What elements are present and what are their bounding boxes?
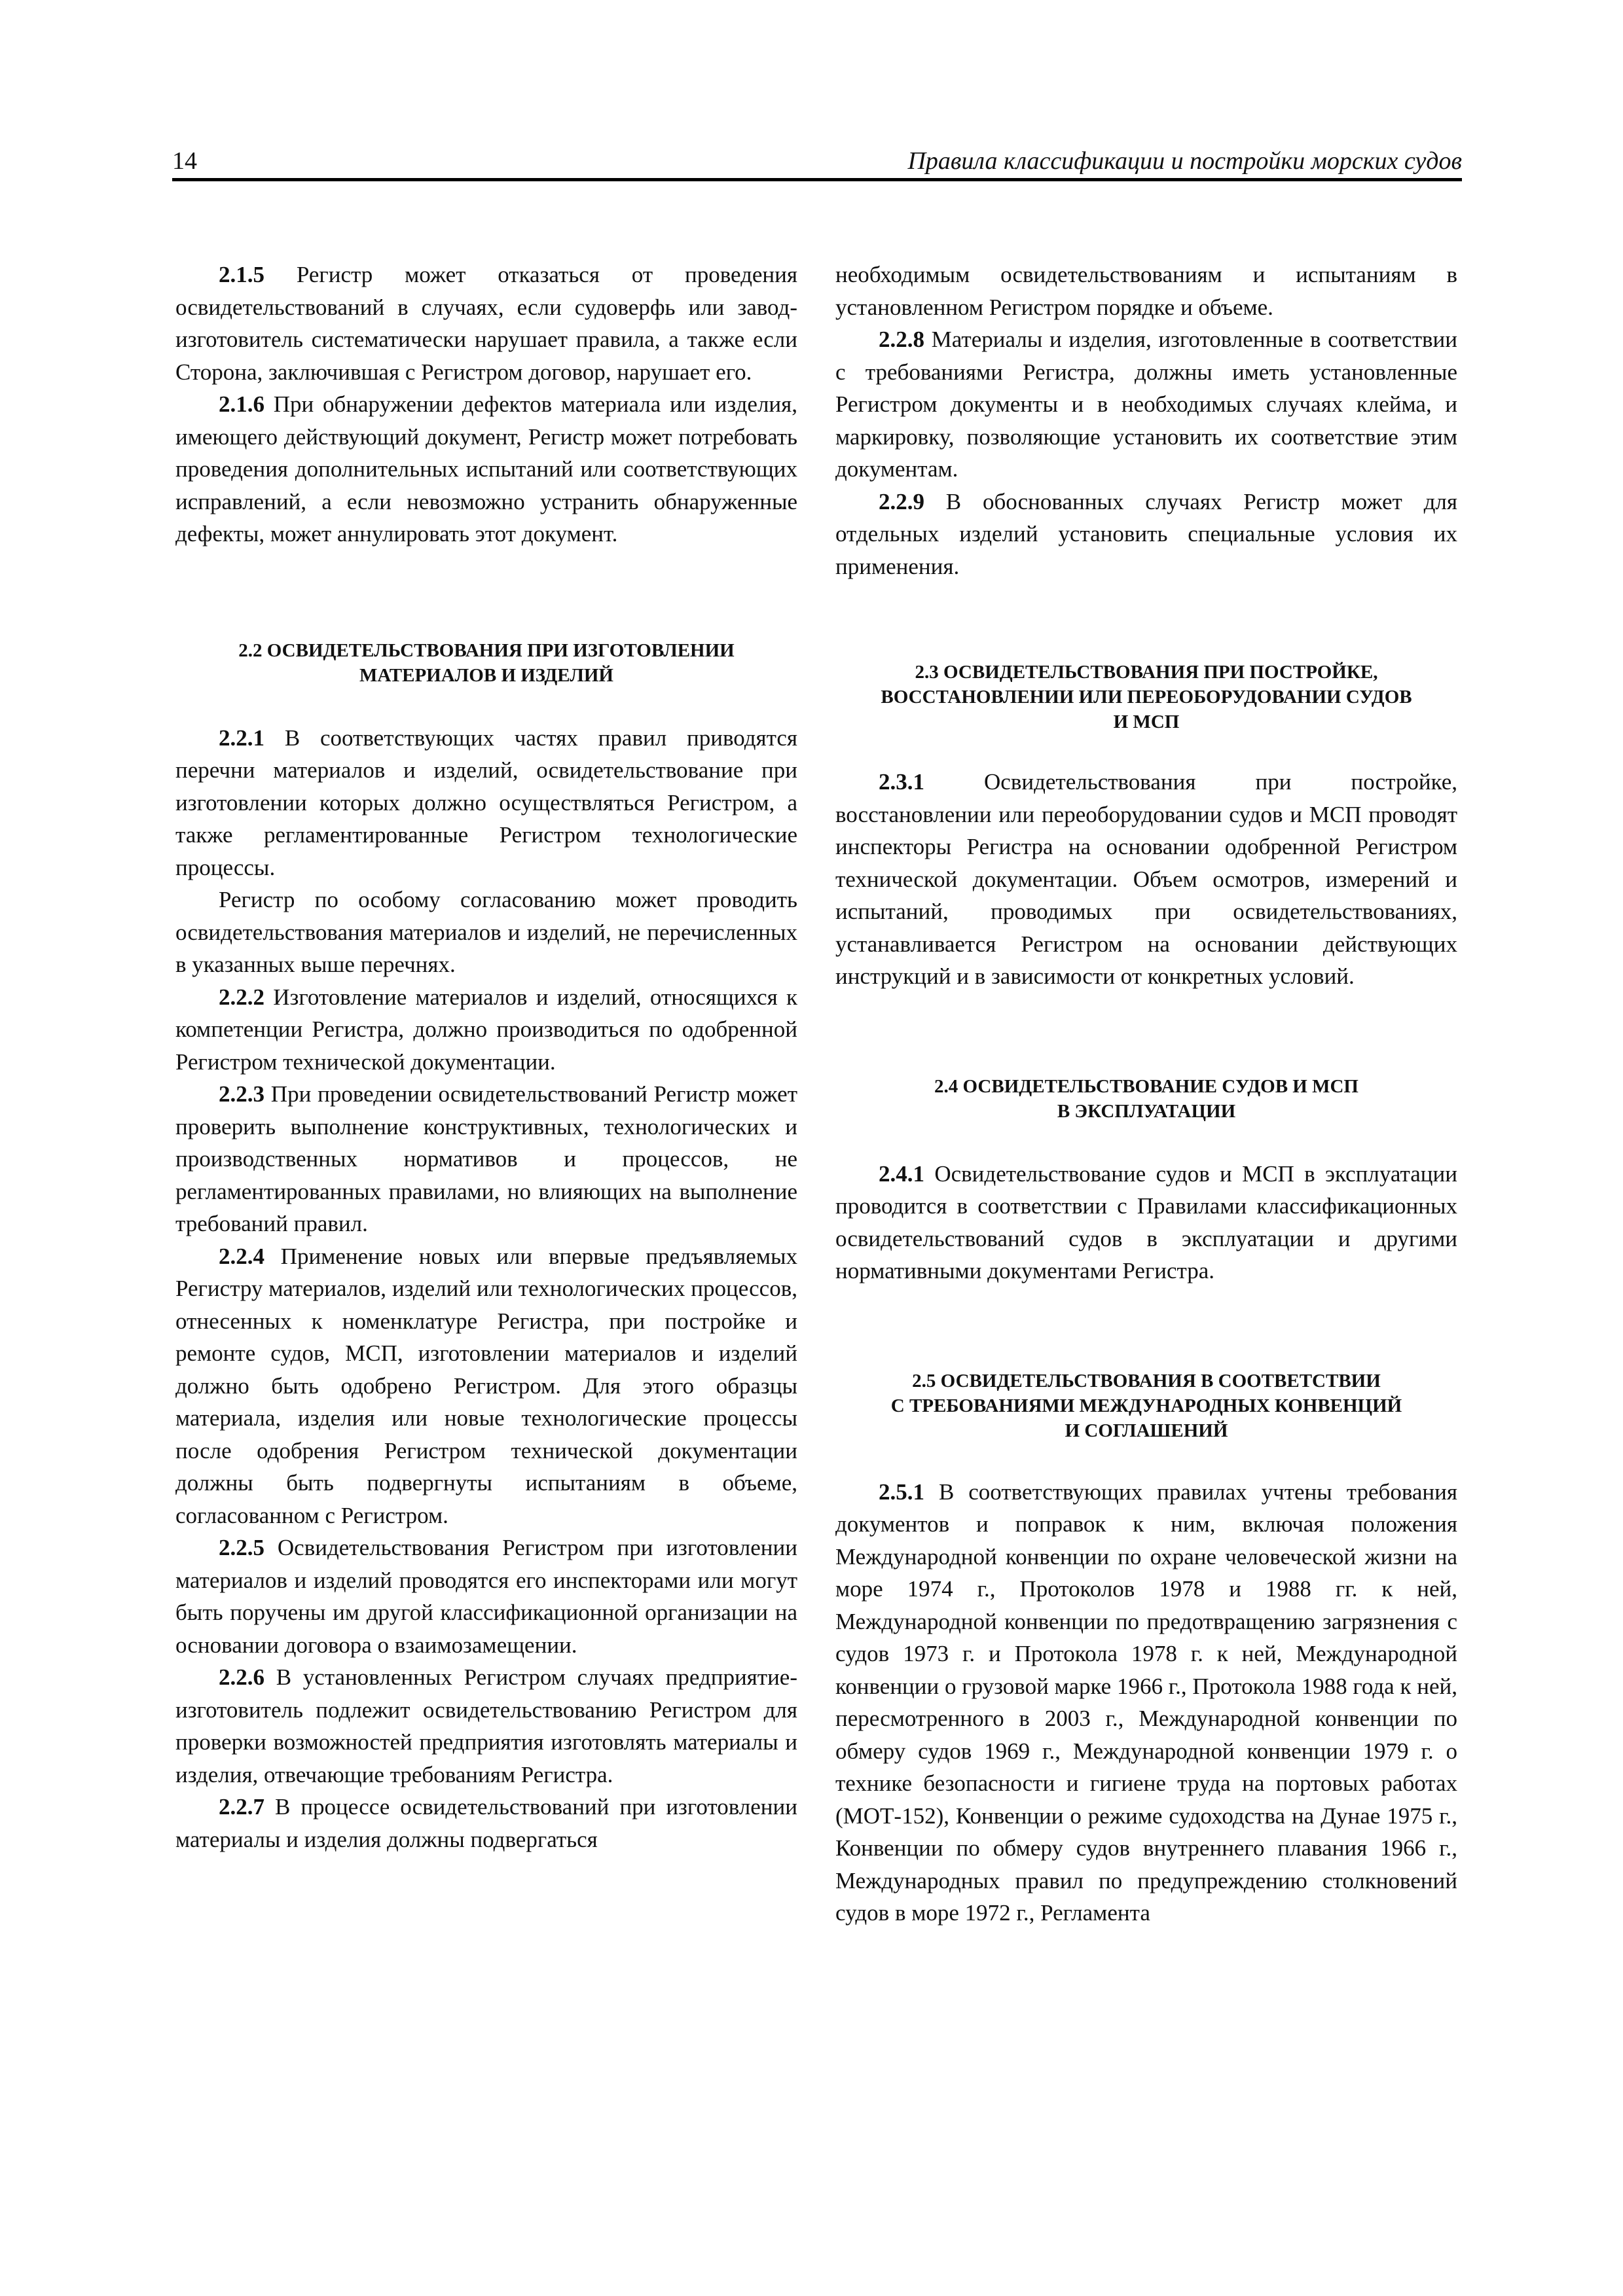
paragraph-2-2-9 xyxy=(835,486,1457,583)
clause-number: 2.5.1 xyxy=(879,1479,924,1505)
clause-text: Изготовление материалов и изделий, относящихся к компетенции Регистра, должно производиться по одобренной Регистром технической документации. xyxy=(175,984,797,1075)
paragraph-2-5-1 xyxy=(835,1476,1457,1929)
heading-line: В ЭКСПЛУАТАЦИИ xyxy=(1057,1100,1236,1122)
heading-line: 2.2 ОСВИДЕТЕЛЬСТВОВАНИЯ ПРИ ИЗГОТОВЛЕНИИ xyxy=(238,639,735,661)
clause-number: 2.4.1 xyxy=(879,1160,924,1187)
heading-line: И МСП xyxy=(1113,711,1180,732)
clause-text: При обнаружении дефектов материала или изделия, имеющего действующий документ, Регистр может потребовать проведения дополнительных испытаний или соответствующих исправлений, а если невозможно устранить обнаруженные дефекты, может аннулировать этот документ. xyxy=(175,391,797,547)
clause-number: 2.2.6 xyxy=(219,1664,264,1690)
paragraph-2-2-7-continued: необходимым освидетельствованиям и испытаниям в установленном Регистром порядке и объеме. xyxy=(835,262,1457,320)
clause-text: Освидетельствования при постройке, восстановлении или переоборудовании судов и МСП проводят инспекторы Регистра на основании одобренной Регистром технической документации. Объем осмотров, измерений и испытаний, проводимых при освидетельствованиях, устанавливается Регистром на основании действующих инструкций и в зависимости от конкретных условий. xyxy=(835,769,1457,989)
section-heading-2-3 xyxy=(835,660,1457,734)
right-column xyxy=(835,259,1457,1929)
paragraph-2-2-7 xyxy=(175,1791,797,1856)
clause-number: 2.1.6 xyxy=(219,391,264,417)
paragraph-2-1-6 xyxy=(175,388,797,550)
section-heading-2-2 xyxy=(175,638,797,688)
paragraph-2-4-1 xyxy=(835,1158,1457,1287)
paragraph-2-2-3 xyxy=(175,1078,797,1240)
section-heading-2-5 xyxy=(835,1369,1457,1443)
clause-number: 2.2.5 xyxy=(219,1535,264,1560)
left-column xyxy=(175,259,797,1856)
paragraph-2-2-8 xyxy=(835,323,1457,486)
paragraph-2-2-2 xyxy=(175,981,797,1079)
paragraph-2-3-1 xyxy=(835,766,1457,993)
clause-number: 2.2.4 xyxy=(219,1243,264,1269)
clause-text: Материалы и изделия, изготовленные в соответствии с требованиями Регистра, должны иметь установленные Регистром документы и в необходимых случаях клейма, и маркировку, позволяющие установить их соответствие этим документам. xyxy=(835,327,1457,482)
section-heading-2-4 xyxy=(835,1074,1457,1124)
running-title: Правила классификации и постройки морских судов xyxy=(907,147,1462,175)
clause-text: При проведении освидетельствований Регистр может проверить выполнение конструктивных, технологических и производственных нормативов и процессов, не регламентированных правилами, но влияющих на выполнение требований правил. xyxy=(175,1081,797,1236)
heading-line: 2.5 ОСВИДЕТЕЛЬСТВОВАНИЯ В СООТВЕТСТВИИ xyxy=(912,1370,1381,1391)
paragraph-2-2-1 xyxy=(175,722,797,884)
clause-number: 2.2.3 xyxy=(219,1081,264,1107)
clause-number: 2.2.2 xyxy=(219,984,264,1010)
heading-line: И СОГЛАШЕНИЙ xyxy=(1065,1420,1228,1441)
heading-line: С ТРЕБОВАНИЯМИ МЕЖДУНАРОДНЫХ КОНВЕНЦИЙ xyxy=(890,1395,1402,1416)
heading-line: 2.3 ОСВИДЕТЕЛЬСТВОВАНИЯ ПРИ ПОСТРОЙКЕ, xyxy=(915,662,1378,683)
clause-text: В процессе освидетельствований при изготовлении материалы и изделия должны подвергаться xyxy=(175,1794,797,1852)
clause-number: 2.2.1 xyxy=(219,725,264,751)
heading-line: ВОССТАНОВЛЕНИИ ИЛИ ПЕРЕОБОРУДОВАНИИ СУДОВ xyxy=(881,687,1412,708)
heading-line: МАТЕРИАЛОВ И ИЗДЕЛИЙ xyxy=(359,664,613,686)
clause-text: В соответствующих частях правил приводятся перечни материалов и изделий, освидетельствование при изготовлении которых должно осуществляться Регистром, а также регламентированные Регистром технологические процессы. xyxy=(175,725,797,880)
paragraph-2-2-1-continued: Регистр по особому согласованию может проводить освидетельствования материалов и изделий, не перечисленных в указанных выше перечнях. xyxy=(175,887,797,977)
paragraph-2-1-5 xyxy=(175,259,797,388)
clause-number: 2.2.7 xyxy=(219,1794,264,1820)
clause-text: Регистр может отказаться от проведения освидетельствований в случаях, если судоверфь или завод-изготовитель систематически нарушает правила, а также если Сторона, заключившая с Регистром договор, нарушает его. xyxy=(175,262,797,385)
clause-text: В обоснованных случаях Регистр может для отдельных изделий установить специальные условия их применения. xyxy=(835,488,1457,579)
paragraph-2-2-5 xyxy=(175,1532,797,1661)
paragraph-2-2-4 xyxy=(175,1240,797,1532)
paragraph-2-2-6 xyxy=(175,1661,797,1791)
clause-number: 2.2.9 xyxy=(879,488,924,514)
clause-text: В соответствующих правилах учтены требования документов и поправок к ним, включая положения Международной конвенции по охране человеческой жизни на море 1974 г., Протоколов 1978 и 1988 гг. к ней, Международной конвенции по предотвращению загрязнения с судов 1973 г. и Протокола 1978 г. к ней, Международной конвенции о грузовой марке 1966 г., Протокола 1988 года к ней, пересмотренного в 2003 г., Международной конвенции по обмеру судов 1969 г., Международной конвенции 1979 г. о технике безопасности и гигиене труда на портовых работах (МОТ-152), Конвенции о режиме судоходства на Дунае 1975 г., Конвенции по обмеру судов внутреннего плавания 1966 г., Международных правил по предупреждению столкновений судов в море 1972 г., Регламента xyxy=(835,1479,1457,1926)
clause-text: Освидетельствование судов и МСП в эксплуатации проводится в соответствии с Правилами классификационных освидетельствований судов в эксплуатации и другими нормативными документами Регистра. xyxy=(835,1160,1457,1283)
clause-text: В установленных Регистром случаях предприятие-изготовитель подлежит освидетельствованию Регистром для проверки возможностей предприятия изготовлять материалы и изделия, отвечающие требованиям Регистра. xyxy=(175,1664,797,1787)
heading-line: 2.4 ОСВИДЕТЕЛЬСТВОВАНИЕ СУДОВ И МСП xyxy=(934,1075,1359,1097)
page-header xyxy=(172,145,1462,181)
page-number: 14 xyxy=(172,147,197,175)
clause-number: 2.3.1 xyxy=(879,769,924,795)
clause-text: Применение новых или впервые предъявляемых Регистру материалов, изделий или технологических процессов, отнесенных к номенклатуре Регистра, при постройке и ремонте судов, МСП, изготовлении материалов и изделий должно быть одобрено Регистром. Для этого образцы материала, изделия или новые технологические процессы после одобрения Регистром технической документации должны быть подвергнуты испытаниям в объеме, согласованном с Регистром. xyxy=(175,1243,797,1528)
clause-number: 2.2.8 xyxy=(879,327,924,352)
clause-text: Освидетельствования Регистром при изготовлении материалов и изделий проводятся его инспекторами или могут быть поручены им другой классификационной организации на основании договора о взаимозамещении. xyxy=(175,1535,797,1658)
clause-number: 2.1.5 xyxy=(219,262,264,287)
